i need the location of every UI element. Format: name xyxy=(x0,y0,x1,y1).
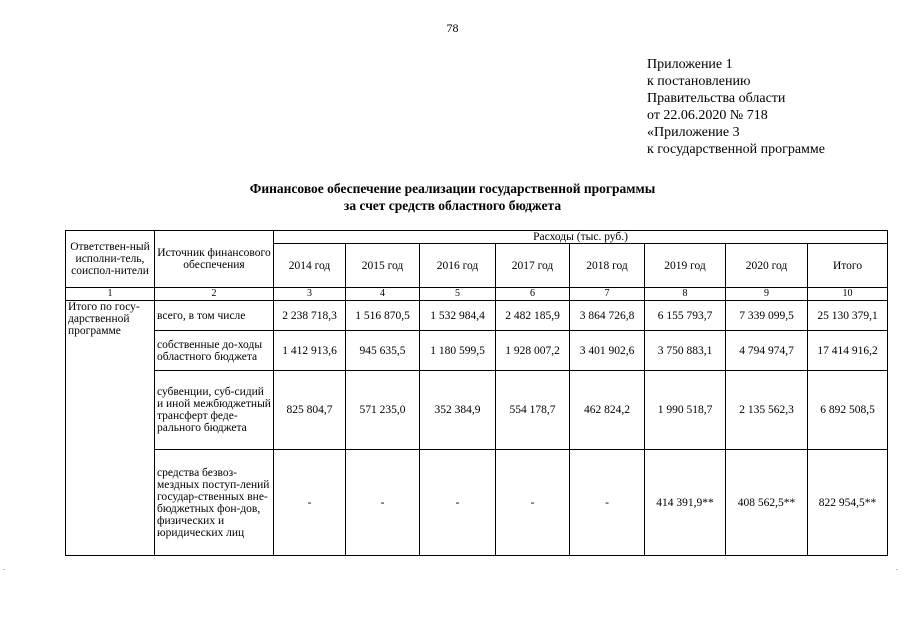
document-title xyxy=(0,180,905,214)
column-index-row xyxy=(66,288,888,301)
value-cell: 17 414 916,2 xyxy=(808,331,888,371)
value-cell: 554 178,7 xyxy=(496,371,570,450)
header-year-2016: 2016 год xyxy=(420,244,496,288)
header-year-2017: 2017 год xyxy=(496,244,570,288)
column-index: 9 xyxy=(726,288,808,301)
source-cell: субвенции, суб-сидий и иной межбюджетный трансферт феде-рального бюджета xyxy=(155,371,274,450)
value-cell: 6 155 793,7 xyxy=(645,301,726,331)
source-cell: средства безвоз-мездных поступ-лений государ-ственных вне-бюджетных фон-дов, физических и юридических лиц xyxy=(155,450,274,556)
table-row xyxy=(66,301,888,331)
value-cell: 7 339 099,5 xyxy=(726,301,808,331)
appendix-line: Приложение 1 xyxy=(647,57,733,72)
appendix-line: к государственной программе xyxy=(647,142,825,157)
appendix-line: от 22.06.2020 № 718 xyxy=(647,108,768,123)
value-cell: 1 928 007,2 xyxy=(496,331,570,371)
column-index: 6 xyxy=(496,288,570,301)
column-index: 8 xyxy=(645,288,726,301)
page-number: 78 xyxy=(446,21,459,35)
column-index: 5 xyxy=(420,288,496,301)
appendix-block xyxy=(647,56,825,158)
value-cell: 2 238 718,3 xyxy=(274,301,346,331)
table-row xyxy=(66,450,888,556)
column-index: 1 xyxy=(66,288,155,301)
appendix-line: к постановлению xyxy=(647,74,751,89)
value-cell: 822 954,5** xyxy=(808,450,888,556)
value-cell: - xyxy=(420,450,496,556)
value-cell: 1 532 984,4 xyxy=(420,301,496,331)
value-cell: - xyxy=(274,450,346,556)
column-index: 10 xyxy=(808,288,888,301)
value-cell: 825 804,7 xyxy=(274,371,346,450)
source-cell: собственные до-ходы областного бюджета xyxy=(155,331,274,371)
value-cell: 414 391,9** xyxy=(645,450,726,556)
value-cell: 408 562,5** xyxy=(726,450,808,556)
table-row xyxy=(66,371,888,450)
value-cell: 352 384,9 xyxy=(420,371,496,450)
header-year-2020: 2020 год xyxy=(726,244,808,288)
value-cell: 2 135 562,3 xyxy=(726,371,808,450)
value-cell: - xyxy=(570,450,645,556)
value-cell: 3 864 726,8 xyxy=(570,301,645,331)
header-source: Источник финансового обеспечения xyxy=(155,231,274,288)
title-line: Финансовое обеспечение реализации государственной программы xyxy=(249,181,656,196)
value-cell: 1 516 870,5 xyxy=(346,301,420,331)
value-cell: 462 824,2 xyxy=(570,371,645,450)
column-index: 4 xyxy=(346,288,420,301)
value-cell: 1 180 599,5 xyxy=(420,331,496,371)
header-year-2014: 2014 год xyxy=(274,244,346,288)
column-index: 3 xyxy=(274,288,346,301)
value-cell: 3 750 883,1 xyxy=(645,331,726,371)
column-index: 2 xyxy=(155,288,274,301)
value-cell: 1 412 913,6 xyxy=(274,331,346,371)
value-cell: 571 235,0 xyxy=(346,371,420,450)
header-expenses: Расходы (тыс. руб.) xyxy=(274,231,888,244)
value-cell: 6 892 508,5 xyxy=(808,371,888,450)
margin-dot: . xyxy=(3,563,5,572)
margin-dot: . xyxy=(896,563,898,572)
title-line: за счет средств областного бюджета xyxy=(343,198,562,213)
value-cell: 945 635,5 xyxy=(346,331,420,371)
header-year-2019: 2019 год xyxy=(645,244,726,288)
financing-table xyxy=(65,230,888,556)
value-cell: 1 990 518,7 xyxy=(645,371,726,450)
value-cell: - xyxy=(346,450,420,556)
value-cell: 3 401 902,6 xyxy=(570,331,645,371)
responsible-cell: Итого по госу-дарственной программе xyxy=(66,301,155,556)
appendix-line: «Приложение 3 xyxy=(647,125,740,140)
value-cell: 4 794 974,7 xyxy=(726,331,808,371)
header-total: Итого xyxy=(808,244,888,288)
value-cell: 2 482 185,9 xyxy=(496,301,570,331)
value-cell: 25 130 379,1 xyxy=(808,301,888,331)
header-year-2015: 2015 год xyxy=(346,244,420,288)
header-year-2018: 2018 год xyxy=(570,244,645,288)
header-responsible: Ответствен-ный исполни-тель, соиспол-нители xyxy=(66,231,155,288)
table-row xyxy=(66,331,888,371)
column-index: 7 xyxy=(570,288,645,301)
source-cell: всего, в том числе xyxy=(155,301,274,331)
appendix-line: Правительства области xyxy=(647,91,786,106)
value-cell: - xyxy=(496,450,570,556)
